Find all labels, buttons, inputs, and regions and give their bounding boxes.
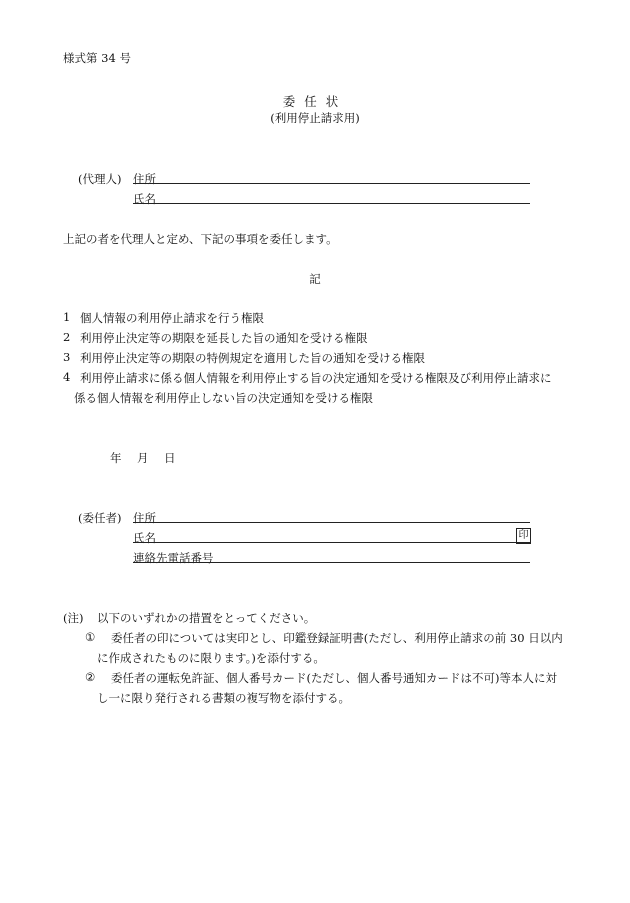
list-item-number: 1 xyxy=(63,310,71,324)
principal-address-line[interactable] xyxy=(133,522,530,523)
principal-phone-label: 連絡先電話番号 xyxy=(133,551,214,565)
list-item-number: 4 xyxy=(63,370,71,384)
note-item-number: ② xyxy=(85,670,96,684)
note-item-continuation: に作成されたものに限ります。)を添付する。 xyxy=(97,651,325,665)
principal-phone-line[interactable] xyxy=(133,562,530,563)
ki-heading: 記 xyxy=(309,272,321,286)
note-item: 委任者の運転免許証、個人番号カード(ただし、個人番号通知カードは不可)等本人に対 xyxy=(111,671,557,685)
principal-address-label: 住所 xyxy=(133,511,156,525)
note-item-continuation: し一に限り発行される書類の複写物を添付する。 xyxy=(97,691,350,705)
list-item: 利用停止請求に係る個人情報を利用停止する旨の決定通知を受ける権限及び利用停止請求に xyxy=(80,371,552,385)
notes-intro: 以下のいずれかの措置をとってください。 xyxy=(97,611,316,625)
list-item-number: 3 xyxy=(63,350,71,364)
list-item: 利用停止決定等の期限を延長した旨の通知を受ける権限 xyxy=(80,331,368,345)
form-number: 様式第 34 号 xyxy=(63,51,131,65)
document-title: 委任状 xyxy=(282,94,348,109)
notes-heading: (注) xyxy=(63,611,84,625)
principal-name-line[interactable] xyxy=(133,542,530,543)
delegation-statement: 上記の者を代理人と定め、下記の事項を委任します。 xyxy=(63,232,338,246)
seal-mark: 印 xyxy=(516,528,531,544)
agent-name-label: 氏名 xyxy=(133,192,156,206)
list-item-number: 2 xyxy=(63,330,71,344)
agent-address-label: 住所 xyxy=(133,172,156,186)
principal-role-label: (委任者) xyxy=(78,511,122,525)
date-line[interactable]: 年 月 日 xyxy=(110,451,178,465)
note-item-number: ① xyxy=(85,630,96,644)
agent-name-line[interactable] xyxy=(133,203,530,204)
note-item: 委任者の印については実印とし、印鑑登録証明書(ただし、利用停止請求の前 30 日以内 xyxy=(111,631,563,645)
agent-role-label: (代理人) xyxy=(78,172,122,186)
principal-name-label: 氏名 xyxy=(133,531,156,545)
document-subtitle: (利用停止請求用) xyxy=(270,111,360,125)
list-item: 個人情報の利用停止請求を行う権限 xyxy=(80,311,264,325)
list-item-continuation: 係る個人情報を利用停止しない旨の決定通知を受ける権限 xyxy=(74,391,373,405)
list-item: 利用停止決定等の期限の特例規定を適用した旨の通知を受ける権限 xyxy=(80,351,425,365)
agent-address-line[interactable] xyxy=(133,183,530,184)
